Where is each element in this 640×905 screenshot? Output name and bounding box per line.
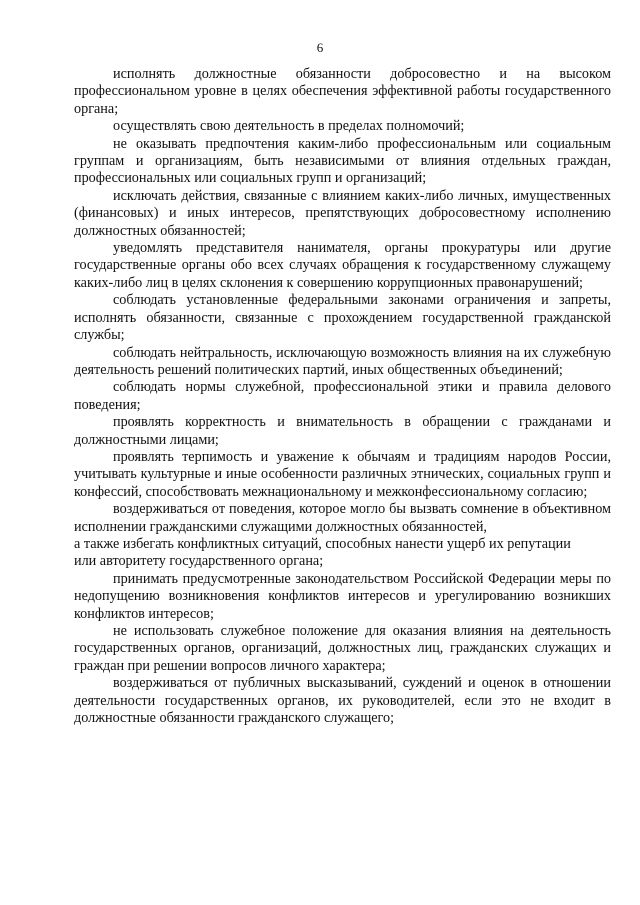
document-body — [74, 66, 611, 727]
paragraph-duty-9: проявлять корректность и внимательность в обращении с гражданами и должностными лицами; — [74, 414, 611, 448]
paragraph-duty-12: принимать предусмотренные законодательством Российской Федерации меры по недопущению возникновения конфликтов интересов и урегулированию возникших конфликтов интересов; — [74, 570, 611, 622]
paragraph-duty-11-cont-2: или авторитету государственного органа; — [74, 553, 324, 570]
paragraph-duty-14: воздерживаться от публичных высказываний, суждений и оценок в отношении деятельности государственных органов, их руководителей, если это не входит в должностные обязанности гражданского служащего; — [74, 675, 611, 727]
page-number: 6 — [316, 40, 324, 55]
paragraph-duty-10: проявлять терпимость и уважение к обычаям и традициям народов России, учитывать культурные и иные особенности различных этнических, социальных групп и конфессий, способствовать межнациональному и межконфессиональному согласию; — [74, 448, 611, 500]
paragraph-duty-8: соблюдать нормы служебной, профессиональной этики и правила делового поведения; — [74, 379, 611, 413]
paragraph-duty-11: воздерживаться от поведения, которое могло бы вызвать сомнение в объективном исполнении гражданскими служащими должностных обязанностей, — [74, 501, 611, 535]
paragraph-duty-5: уведомлять представителя нанимателя, органы прокуратуры или другие государственные органы обо всех случаях обращения к государственному служащему каких-либо лиц в целях склонения к совершению коррупционных правонарушений; — [74, 240, 611, 291]
paragraph-duty-7: соблюдать нейтральность, исключающую возможность влияния на их служебную деятельность решений политических партий, иных общественных объединений; — [74, 344, 611, 378]
paragraph-duty-3: не оказывать предпочтения каким-либо профессиональным или социальным группам и организациям, быть независимыми от влияния отдельных граждан, профессиональных или социальных групп и организаций; — [74, 135, 611, 187]
paragraph-duty-4: исключать действия, связанные с влиянием каких-либо личных, имущественных (финансовых) и иных интересов, препятствующих добросовестному исполнению должностных обязанностей; — [74, 187, 611, 239]
paragraph-duty-1: исполнять должностные обязанности добросовестно и на высоком профессиональном уровне в целях обеспечения эффективной работы государственного органа; — [74, 66, 611, 117]
paragraph-duty-11-cont-1: а также избегать конфликтных ситуаций, способных нанести ущерб их репутации — [74, 535, 571, 552]
paragraph-duty-6: соблюдать установленные федеральными законами ограничения и запреты, исполнять обязанности, связанные с прохождением государственной гражданской службы; — [74, 292, 611, 344]
paragraph-duty-2: осуществлять свою деятельность в пределах полномочий; — [113, 118, 465, 135]
paragraph-duty-13: не использовать служебное положение для оказания влияния на деятельность государственных органов, организаций, должностных лиц, гражданских служащих и граждан при решении вопросов личного характера; — [74, 623, 611, 674]
